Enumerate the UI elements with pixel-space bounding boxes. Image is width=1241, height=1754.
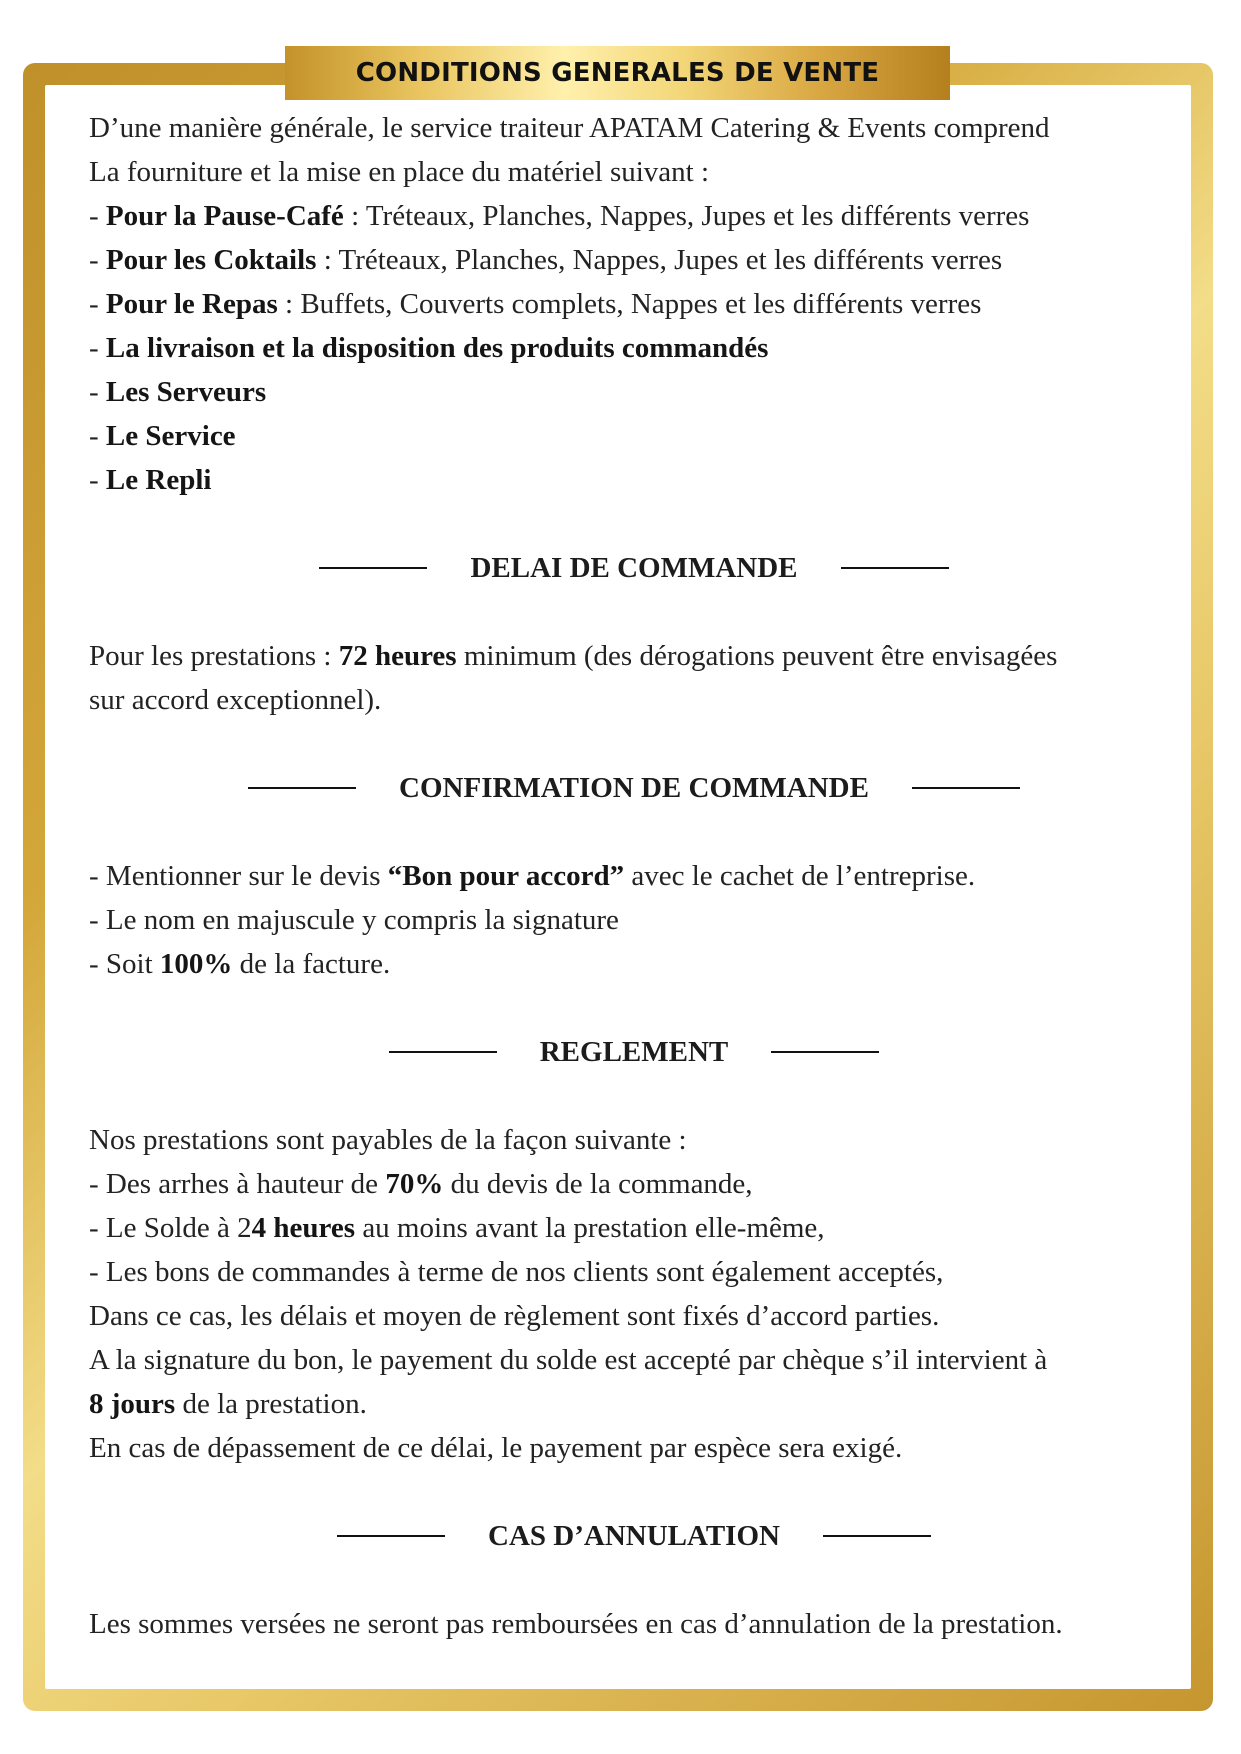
heading-rule-left (319, 567, 427, 569)
confirmation-line-2: - Le nom en majuscule y compris la signature (89, 904, 619, 936)
document-content (89, 106, 1179, 1646)
document-title: CONDITIONS GENERALES DE VENTE (355, 58, 880, 88)
confirmation-line-3: - Soit 100% de la facture. (89, 948, 391, 980)
list-item: - Pour les Coktails : Tréteaux, Planches, Nappes, Jupes et les différents verres (89, 244, 1003, 276)
reglement-line-1: Nos prestations sont payables de la façon suivante : (89, 1124, 687, 1156)
title-banner (285, 46, 950, 100)
spacer (89, 1470, 1179, 1514)
section-heading-delai (89, 546, 1179, 590)
section-heading-text: CAS D’ANNULATION (488, 1520, 780, 1552)
spacer (89, 722, 1179, 766)
reglement-line-5: Dans ce cas, les délais et moyen de règlement sont fixés d’accord parties. (89, 1300, 940, 1332)
section-heading-confirmation (89, 766, 1179, 810)
list-item: - Le Repli (89, 464, 212, 496)
heading-rule-left (248, 787, 356, 789)
heading-rule-right (771, 1051, 879, 1053)
spacer (89, 986, 1179, 1030)
heading-rule-right (912, 787, 1020, 789)
intro-line-1: D’une manière générale, le service traiteur APATAM Catering & Events comprend (89, 112, 1050, 144)
heading-rule-left (389, 1051, 497, 1053)
reglement-line-6: A la signature du bon, le payement du solde est accepté par chèque s’il intervient à (89, 1344, 1048, 1376)
section-heading-text: REGLEMENT (539, 1036, 729, 1068)
section-heading-reglement (89, 1030, 1179, 1074)
list-item: - Les Serveurs (89, 376, 267, 408)
heading-rule-left (337, 1535, 445, 1537)
intro-line-2: La fourniture et la mise en place du matériel suivant : (89, 156, 710, 188)
reglement-line-2: - Des arrhes à hauteur de 70% du devis de la commande, (89, 1168, 753, 1200)
reglement-line-3: - Le Solde à 24 heures au moins avant la prestation elle-même, (89, 1212, 825, 1244)
annulation-line-1: Les sommes versées ne seront pas remboursées en cas d’annulation de la prestation. (89, 1608, 1063, 1640)
spacer (89, 810, 1179, 854)
section-heading-text: CONFIRMATION DE COMMANDE (399, 772, 869, 804)
spacer (89, 1558, 1179, 1602)
delai-paragraph-line-2: sur accord exceptionnel). (89, 684, 382, 716)
reglement-line-8: En cas de dépassement de ce délai, le payement par espèce sera exigé. (89, 1432, 903, 1464)
spacer (89, 1074, 1179, 1118)
spacer (89, 590, 1179, 634)
section-heading-annulation (89, 1514, 1179, 1558)
list-item: - Le Service (89, 420, 236, 452)
reglement-line-4: - Les bons de commandes à terme de nos clients sont également acceptés, (89, 1256, 944, 1288)
section-heading-text: DELAI DE COMMANDE (470, 552, 798, 584)
list-item: - Pour le Repas : Buffets, Couverts complets, Nappes et les différents verres (89, 288, 982, 320)
heading-rule-right (841, 567, 949, 569)
list-item: - La livraison et la disposition des produits commandés (89, 332, 769, 364)
delai-paragraph-line-1: Pour les prestations : 72 heures minimum (des dérogations peuvent être envisagées (89, 640, 1058, 672)
confirmation-line-1: - Mentionner sur le devis “Bon pour accord” avec le cachet de l’entreprise. (89, 860, 976, 892)
spacer (89, 502, 1179, 546)
reglement-line-7: 8 jours de la prestation. (89, 1388, 367, 1420)
list-item: - Pour la Pause-Café : Tréteaux, Planches, Nappes, Jupes et les différents verres (89, 200, 1030, 232)
heading-rule-right (823, 1535, 931, 1537)
